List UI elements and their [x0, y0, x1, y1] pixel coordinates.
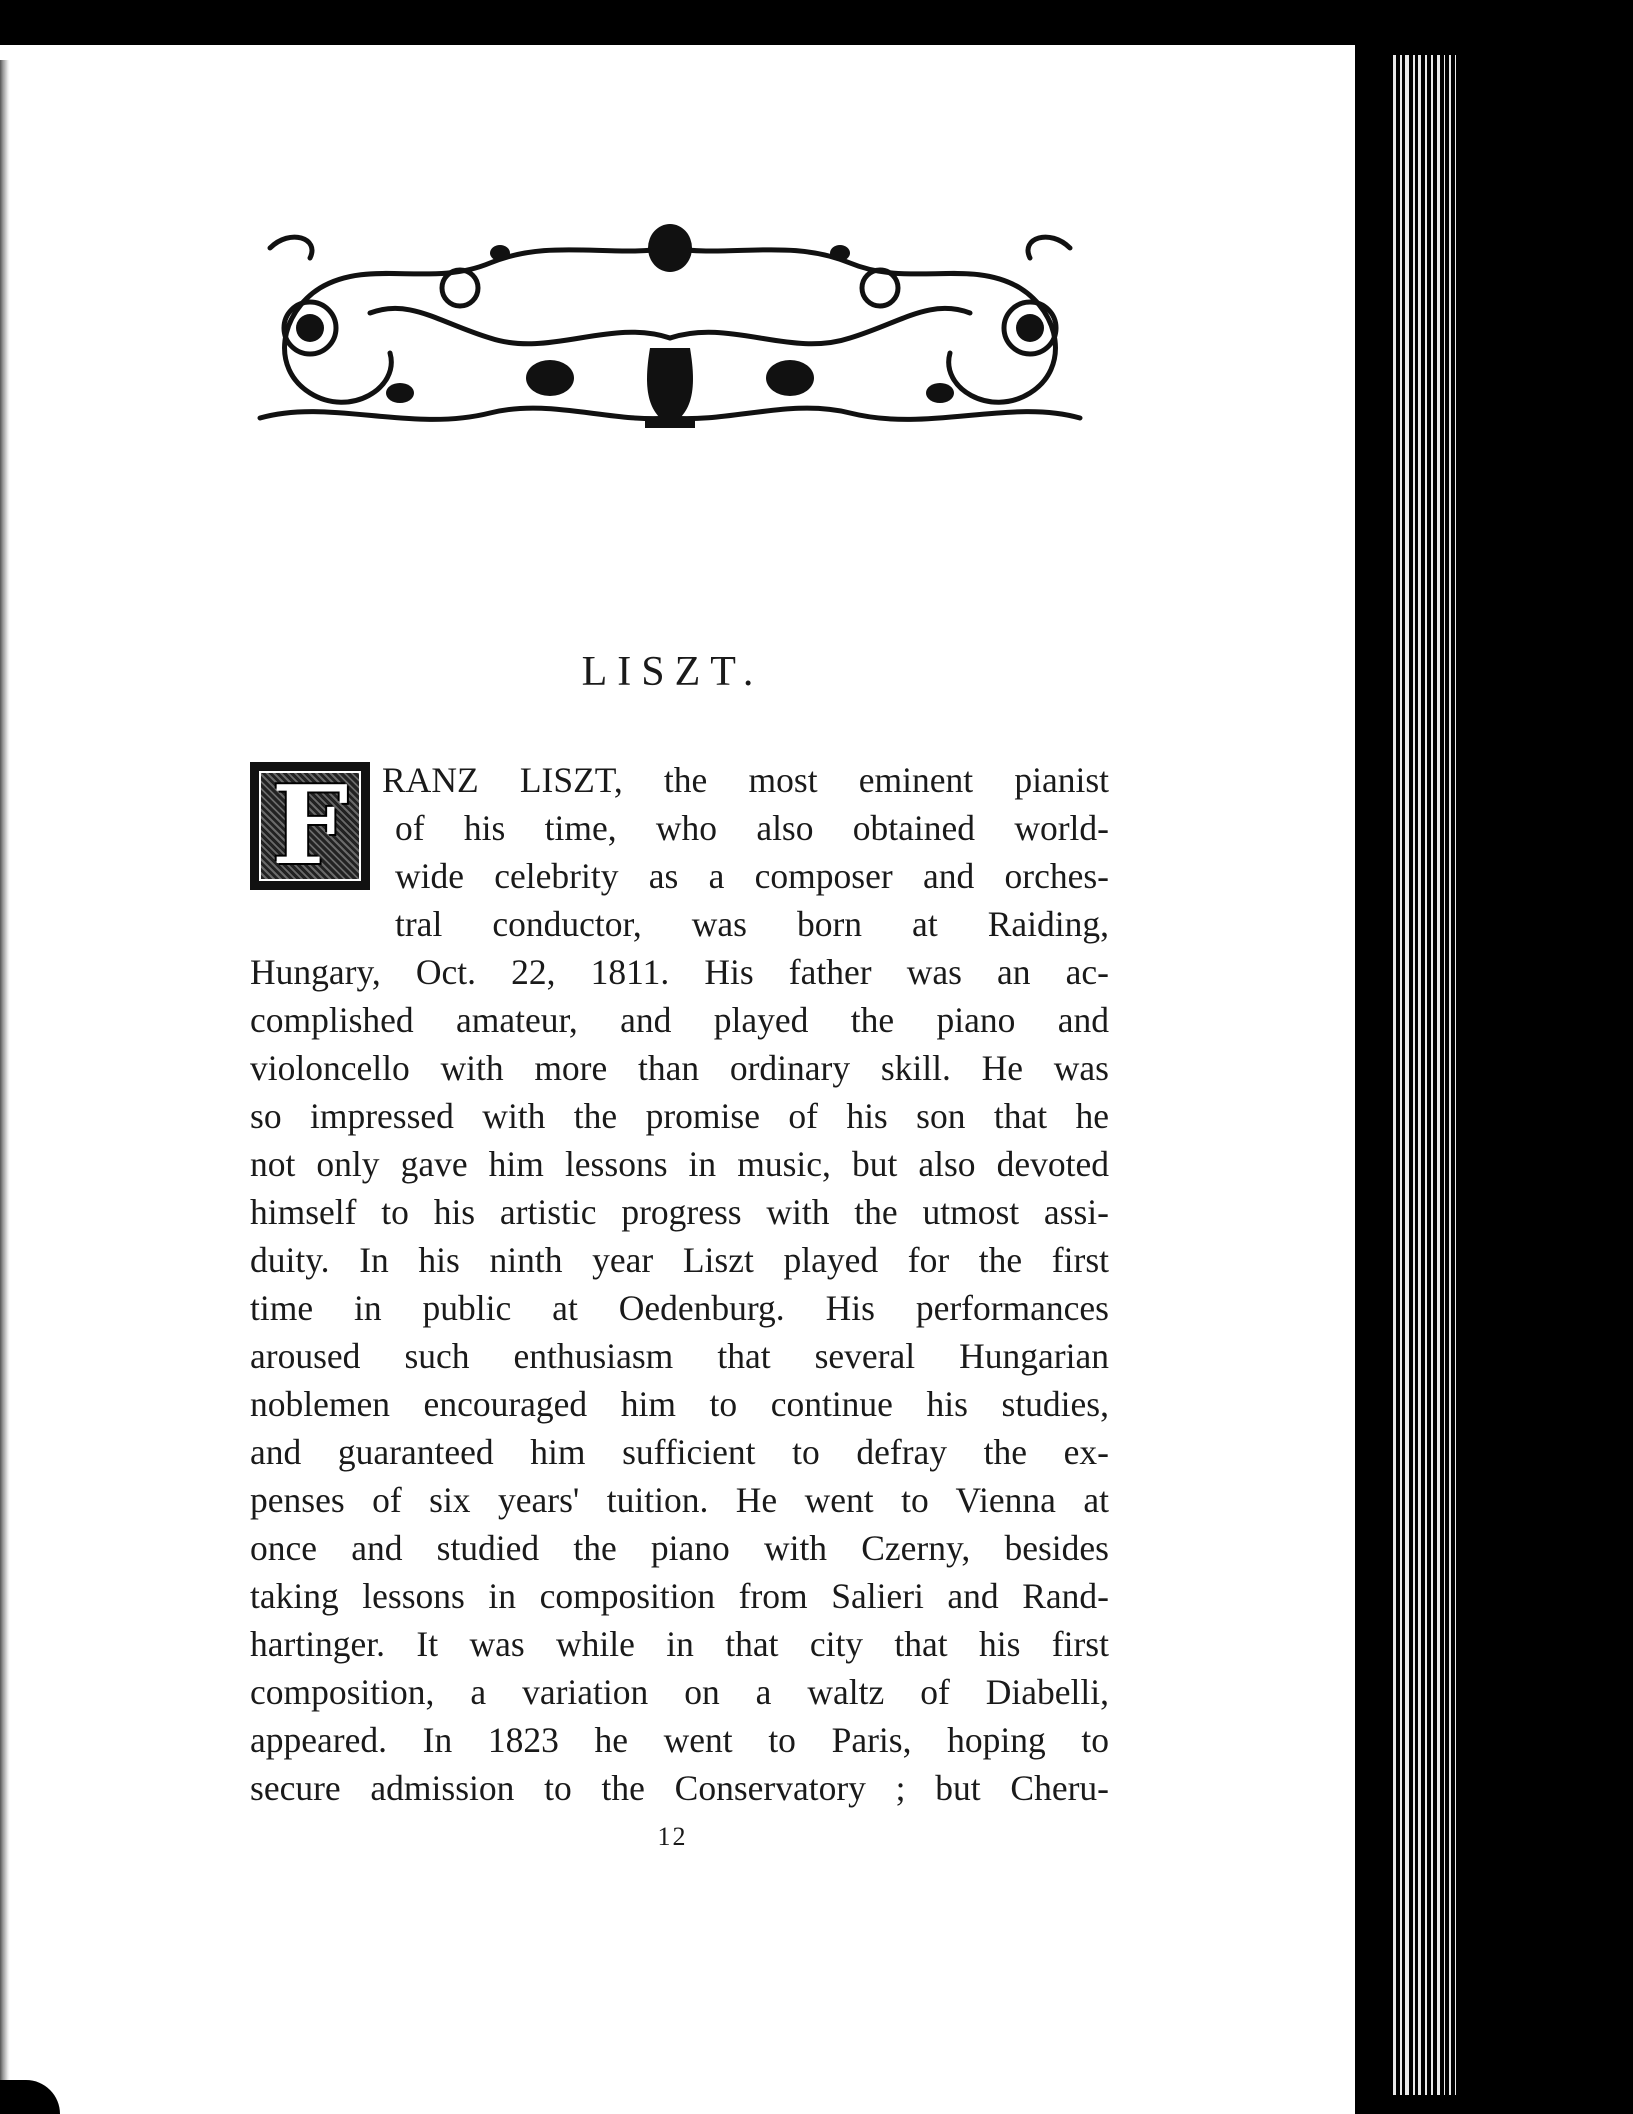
drop-cap-initial [250, 762, 370, 890]
text-line: aroused such enthusiasm that several Hungarian [250, 1336, 1109, 1376]
text-line: wide celebrity as a composer and orches- [395, 856, 1109, 896]
text-line: so impressed with the promise of his son that he [250, 1096, 1109, 1136]
text-line: composition, a variation on a waltz of Diabelli, [250, 1672, 1109, 1712]
text-line: penses of six years' tuition. He went to Vienna at [250, 1480, 1109, 1520]
scan-left-edge [0, 60, 10, 2114]
text-line: time in public at Oedenburg. His performances [250, 1288, 1109, 1328]
text-line: Hungary, Oct. 22, 1811. His father was an ac- [250, 952, 1109, 992]
text-line: of his time, who also obtained world- [395, 808, 1109, 848]
text-line: complished amateur, and played the piano and [250, 1000, 1109, 1040]
text-line: hartinger. It was while in that city that his first [250, 1624, 1109, 1664]
text-line: himself to his artistic progress with the utmost assi- [250, 1192, 1109, 1232]
page-number: 12 [657, 1822, 688, 1851]
text-line: violoncello with more than ordinary skill. He was [250, 1048, 1109, 1088]
drop-cap-letter: F [271, 763, 349, 889]
text-line: once and studied the piano with Czerny, besides [250, 1528, 1109, 1568]
text-line: taking lessons in composition from Salieri and Rand- [250, 1576, 1109, 1616]
floral-vase-headpiece-icon [250, 218, 1090, 440]
text-line: tral conductor, was born at Raiding, [395, 904, 1109, 944]
text-line: appeared. In 1823 he went to Paris, hoping to [250, 1720, 1109, 1760]
chapter-title: LISZT. [581, 649, 764, 695]
text-line: RANZ LISZT, the most eminent pianist [382, 760, 1109, 800]
text-line: duity. In his ninth year Liszt played for the first [250, 1240, 1109, 1280]
book-fore-edge [1355, 0, 1633, 2114]
text-line: and guaranteed him sufficient to defray the ex- [250, 1432, 1109, 1472]
text-line: not only gave him lessons in music, but also devoted [250, 1144, 1109, 1184]
text-line: noblemen encouraged him to continue his studies, [250, 1384, 1109, 1424]
text-line: secure admission to the Conservatory ; but Cheru- [250, 1768, 1109, 1808]
